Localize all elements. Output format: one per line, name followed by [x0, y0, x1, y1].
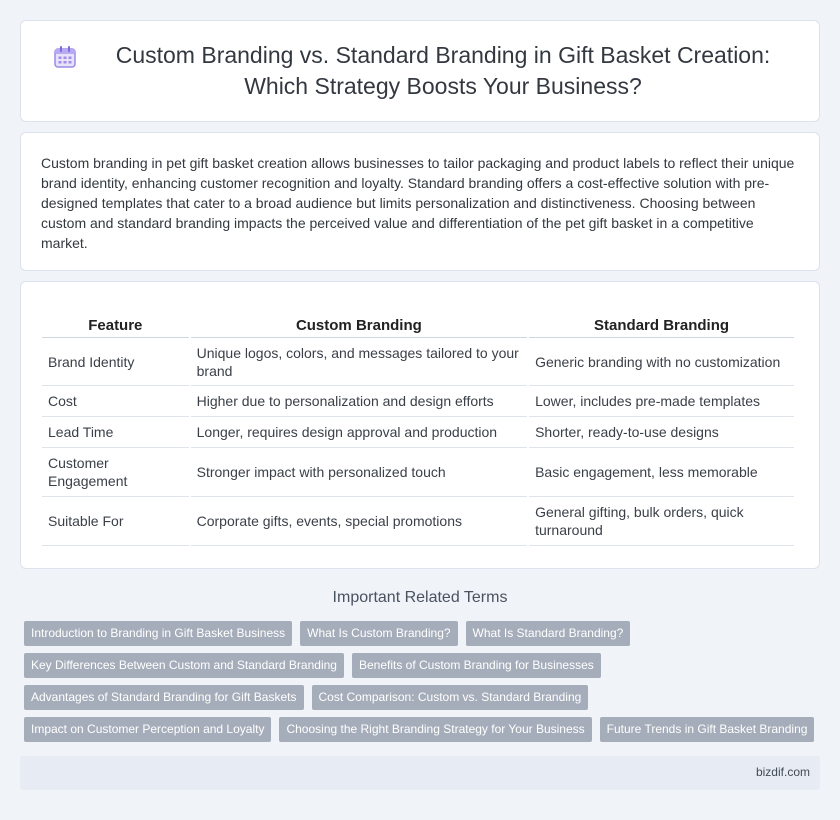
header-custom-branding: Custom Branding — [191, 310, 527, 338]
header-standard-branding: Standard Branding — [529, 310, 794, 338]
table-row — [42, 417, 794, 448]
related-term-tag[interactable]: Cost Comparison: Custom vs. Standard Branding — [312, 685, 589, 710]
row-feature: Brand Identity — [42, 338, 189, 386]
related-term-tag[interactable]: Advantages of Standard Branding for Gift Baskets — [24, 685, 304, 710]
row-feature: Lead Time — [42, 417, 189, 448]
row-standard: Basic engagement, less memorable — [529, 448, 794, 497]
table-row — [42, 497, 794, 546]
related-term-tag[interactable]: Key Differences Between Custom and Standard Branding — [24, 653, 344, 678]
row-feature: Customer Engagement — [42, 448, 189, 497]
table-row — [42, 448, 794, 497]
calendar-icon — [52, 44, 78, 70]
row-feature: Cost — [42, 386, 189, 417]
table-row — [42, 338, 794, 386]
intro-card — [20, 132, 820, 271]
related-terms-tags — [24, 621, 824, 749]
row-custom: Corporate gifts, events, special promotions — [191, 497, 527, 546]
row-standard: General gifting, bulk orders, quick turnaround — [529, 497, 794, 546]
table-row — [42, 386, 794, 417]
page-title: Custom Branding vs. Standard Branding in Gift Basket Creation: Which Strategy Boosts Your Business? — [115, 42, 771, 99]
table-header-row — [42, 310, 794, 338]
related-term-tag[interactable]: What Is Custom Branding? — [300, 621, 457, 646]
intro-paragraph: Custom branding in pet gift basket creation allows businesses to tailor packaging and product labels to reflect their unique brand identity, enhancing customer recognition and loyalty. Standard branding offers a cost-effective solution with pre-designed templates that cater to a broad audience but limits personalization and distinctiveness. Choosing between custom and standard branding impacts the perceived value and differentiation of the pet gift basket in a competitive market. — [41, 155, 795, 251]
row-standard: Lower, includes pre-made templates — [529, 386, 794, 417]
tag-row — [24, 717, 824, 742]
comparison-table — [40, 310, 796, 546]
row-custom: Longer, requires design approval and production — [191, 417, 527, 448]
row-standard: Generic branding with no customization — [529, 338, 794, 386]
row-custom: Higher due to personalization and design efforts — [191, 386, 527, 417]
row-standard: Shorter, ready-to-use designs — [529, 417, 794, 448]
header-feature: Feature — [42, 310, 189, 338]
row-custom: Unique logos, colors, and messages tailored to your brand — [191, 338, 527, 386]
header-card — [20, 20, 820, 122]
footer — [20, 756, 820, 790]
tag-row — [24, 653, 824, 678]
tag-row — [24, 621, 824, 646]
related-term-tag[interactable]: Introduction to Branding in Gift Basket Business — [24, 621, 292, 646]
related-term-tag[interactable]: Impact on Customer Perception and Loyalty — [24, 717, 271, 742]
related-term-tag[interactable]: Choosing the Right Branding Strategy for Your Business — [279, 717, 591, 742]
comparison-card — [20, 281, 820, 569]
related-term-tag[interactable]: Benefits of Custom Branding for Businesses — [352, 653, 601, 678]
row-feature: Suitable For — [42, 497, 189, 546]
related-term-tag[interactable]: Future Trends in Gift Basket Branding — [600, 717, 815, 742]
row-custom: Stronger impact with personalized touch — [191, 448, 527, 497]
related-terms-title: Important Related Terms — [332, 589, 508, 606]
footer-site-link[interactable]: bizdif.com — [755, 765, 810, 779]
tag-row — [24, 685, 824, 710]
related-term-tag[interactable]: What Is Standard Branding? — [466, 621, 631, 646]
